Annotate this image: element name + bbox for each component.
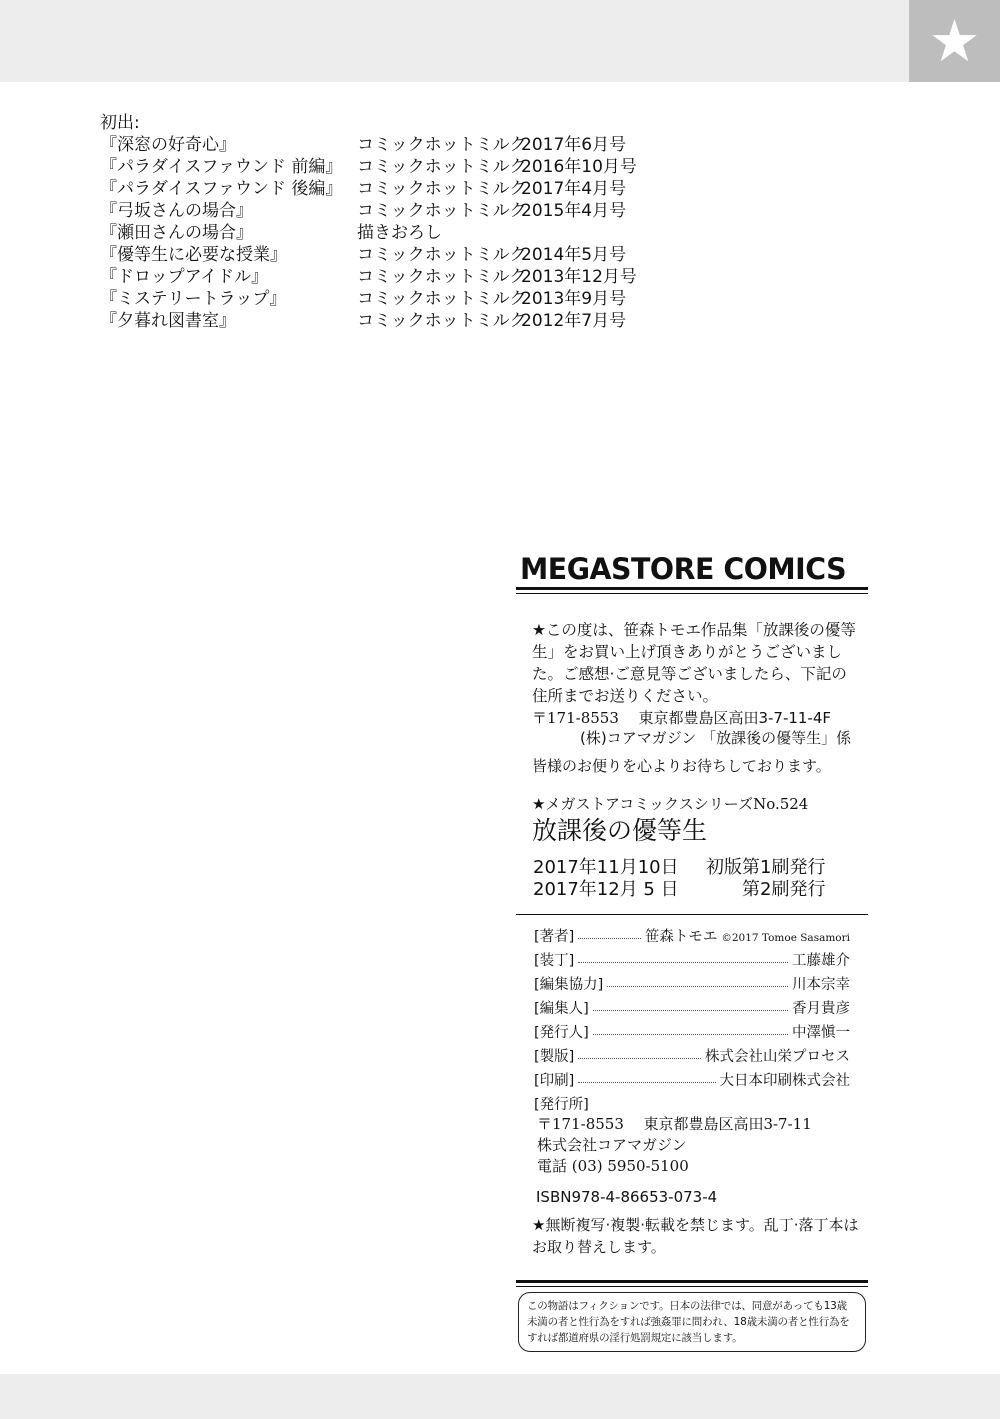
issue-date: 2013年12月号 <box>521 267 637 287</box>
fiction-notice: この物語はフィクションです。日本の法律では、同意があっても13歳未満の者と性行為をすれば強姦罪に問われ、18歳未満の者と性行為をすれば都道府県の淫行処罰規定に該当します。 <box>518 1292 866 1352</box>
credit-name <box>645 925 850 949</box>
credit-row <box>534 925 850 949</box>
publisher-phone-line <box>537 1156 812 1177</box>
postal-code: 〒171-8553 <box>537 1115 624 1133</box>
story-title: 『夕暮れ図書室』 <box>100 311 236 331</box>
leader-dots <box>593 997 788 1011</box>
story-title: 『ドロップアイドル』 <box>100 267 269 287</box>
magazine-name: コミックホットミルク <box>357 289 527 309</box>
leader-dots <box>578 925 641 939</box>
closing-message: 皆様のお便りを心よりお待ちしております。 <box>532 757 831 775</box>
street-address: 東京都豊島区高田3-7-11-4F <box>638 709 832 727</box>
credit-row <box>534 1069 850 1093</box>
credit-name: 香月貴彦 <box>792 1001 850 1017</box>
copy-warning: ★無断複写·複製·転載を禁じます。乱丁·落丁本はお取り替えします。 <box>532 1216 859 1256</box>
issue-date: 2017年6月号 <box>521 135 627 155</box>
leader-dots <box>578 949 788 963</box>
issue-date: 2014年5月号 <box>521 245 627 265</box>
edition-date: 2017年11月10日 <box>533 857 679 878</box>
story-title: 『ミステリートラップ』 <box>100 289 287 309</box>
phone-label: 電話 <box>537 1157 568 1175</box>
list-item <box>100 200 627 222</box>
series-number: No.524 <box>753 795 809 813</box>
divider <box>516 1280 868 1283</box>
list-item <box>100 156 637 178</box>
credit-role: [発行所] <box>534 1097 589 1113</box>
credit-row <box>534 997 850 1021</box>
magazine-name: コミックホットミルク <box>357 179 527 199</box>
star-icon: ★ <box>909 0 1000 82</box>
magazine-name: 描きおろし <box>357 223 442 243</box>
magazine-name: コミックホットミルク <box>357 267 527 287</box>
divider <box>516 593 868 594</box>
staff-credits <box>534 925 850 1117</box>
issue-date: 2015年4月号 <box>521 201 627 221</box>
credit-row <box>534 973 850 997</box>
credit-row <box>534 1045 850 1069</box>
credit-row <box>534 949 850 973</box>
credit-name: 株式会社山栄プロセス <box>705 1049 850 1065</box>
list-item <box>100 266 637 288</box>
series-name: ★メガストアコミックスシリーズ <box>532 795 754 813</box>
story-title: 『瀬田さんの場合』 <box>100 223 253 243</box>
first-appearance-list <box>100 112 637 332</box>
credit-role: [発行人] <box>534 1025 589 1041</box>
credit-name: 工藤雄介 <box>792 953 850 969</box>
credit-role: [印刷] <box>534 1073 575 1089</box>
issue-date: 2012年7月号 <box>521 311 627 331</box>
bottom-band <box>0 1374 1000 1419</box>
publisher-company: 株式会社コアマガジン <box>537 1136 687 1154</box>
magazine-name: コミックホットミルク <box>357 201 527 221</box>
credit-name: 大日本印刷株式会社 <box>719 1073 850 1089</box>
story-title: 『弓坂さんの場合』 <box>100 201 253 221</box>
list-item <box>100 134 627 156</box>
street-address: 東京都豊島区高田3-7-11 <box>643 1115 812 1133</box>
issue-date: 2016年10月号 <box>521 157 637 177</box>
phone-number: (03) 5950-5100 <box>571 1157 689 1175</box>
leader-dots <box>578 1069 715 1083</box>
publisher-info <box>537 1114 812 1177</box>
story-title: 『パラダイスファウンド 前編』 <box>100 157 343 177</box>
credit-row <box>534 1021 850 1045</box>
credit-role: [著者] <box>534 929 575 945</box>
brand-logo: MEGASTORE COMICS <box>520 552 847 586</box>
magazine-name: コミックホットミルク <box>357 135 527 155</box>
credit-role: [編集協力] <box>534 977 604 993</box>
first-appearance-heading: 初出: <box>100 113 140 133</box>
leader-dots <box>607 973 788 987</box>
postal-code: 〒171-8553 <box>532 709 619 727</box>
credit-name: 中澤愼一 <box>792 1025 850 1041</box>
top-band <box>0 0 1000 82</box>
thanks-message: ★この度は、笹森トモエ作品集「放課後の優等生」をお買い上げ頂きありがとうございました。ご感想·ご意見等ございましたら、下記の住所までお送りください。 <box>532 621 856 705</box>
leader-dots <box>593 1021 788 1035</box>
credit-role: [装丁] <box>534 953 575 969</box>
issue-date: 2017年4月号 <box>521 179 627 199</box>
reader-address <box>532 707 862 729</box>
isbn: ISBN978-4-86653-073-4 <box>536 1188 718 1206</box>
edition-date: 2017年12月 5 日 <box>533 879 679 900</box>
leader-dots <box>578 1045 701 1059</box>
author-name: 笹森トモエ <box>644 929 718 945</box>
magazine-name: コミックホットミルク <box>357 311 527 331</box>
divider <box>516 1286 868 1287</box>
credit-name: 川本宗幸 <box>792 977 850 993</box>
list-item <box>100 222 442 244</box>
reader-company-line: (株)コアマガジン 「放課後の優等生」係 <box>580 729 852 747</box>
edition-label: 初版第1刷発行 <box>706 857 826 878</box>
magazine-name: コミックホットミルク <box>357 157 527 177</box>
list-item <box>100 178 627 200</box>
list-item <box>100 288 627 310</box>
story-title: 『深窓の好奇心』 <box>100 135 236 155</box>
list-item <box>100 310 627 332</box>
book-title: 放課後の優等生 <box>532 816 708 845</box>
divider <box>516 587 868 590</box>
magazine-name: コミックホットミルク <box>357 245 527 265</box>
credit-role: [製版] <box>534 1049 575 1065</box>
issue-date: 2013年9月号 <box>521 289 627 309</box>
copyright-note: ©2017 Tomoe Sasamori <box>721 932 850 944</box>
publisher-address-line <box>537 1114 812 1135</box>
list-item <box>100 244 627 266</box>
story-title: 『優等生に必要な授業』 <box>100 245 287 265</box>
divider <box>516 914 868 915</box>
series-label <box>532 793 808 815</box>
credit-role: [編集人] <box>534 1001 589 1017</box>
edition-label: 第2刷発行 <box>742 879 826 900</box>
story-title: 『パラダイスファウンド 後編』 <box>100 179 343 199</box>
